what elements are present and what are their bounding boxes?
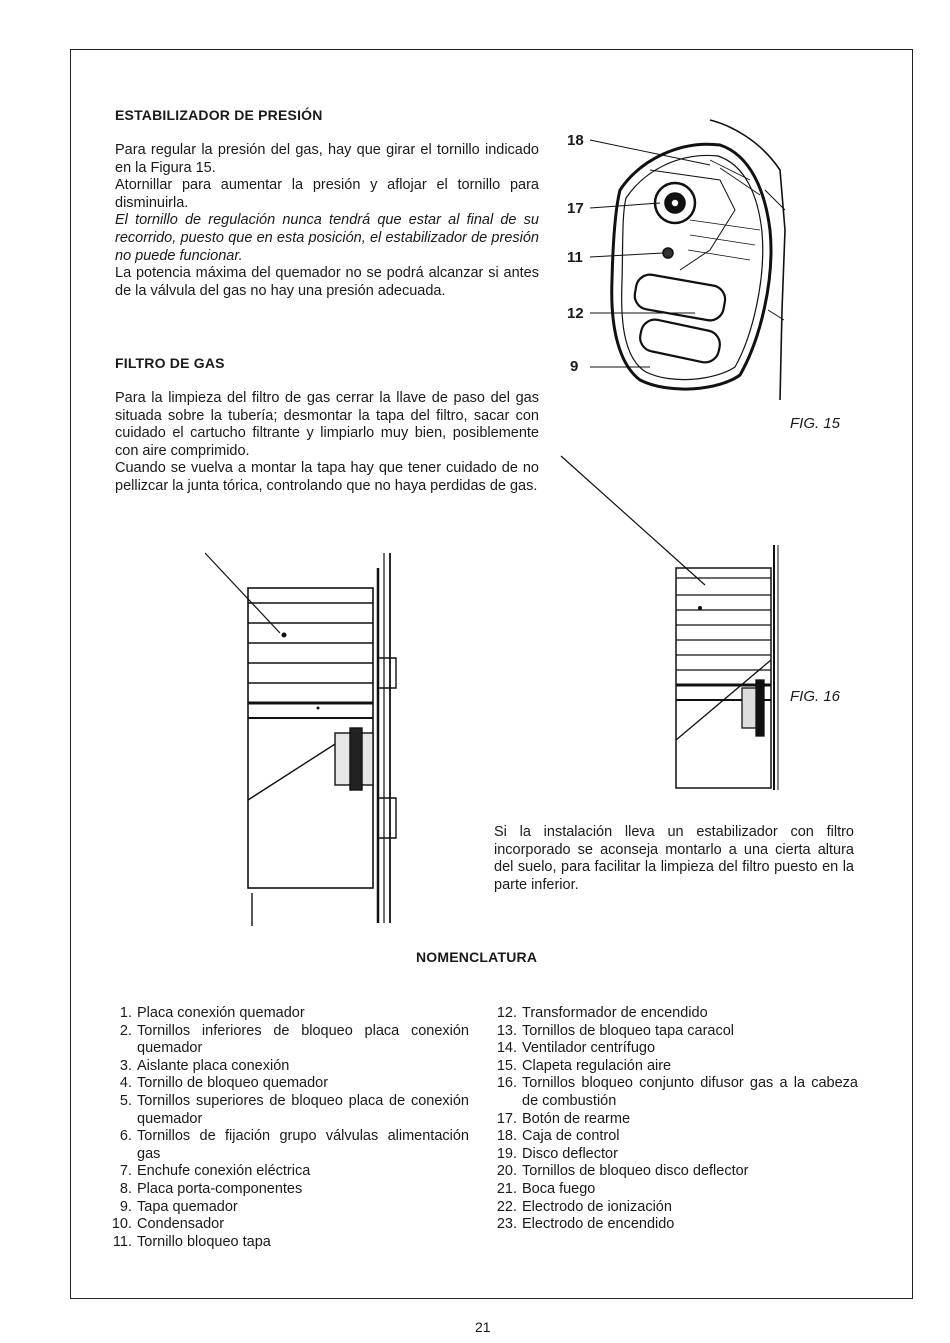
nomenclatura-item-number: 14. — [496, 1040, 517, 1057]
nomenclatura-item — [490, 1075, 858, 1110]
fig15-callout-18: 18 — [567, 132, 584, 149]
nomenclatura-item — [490, 1111, 858, 1129]
nomenclatura-item-text: Caja de control — [522, 1128, 620, 1145]
nomenclatura-item — [490, 1128, 858, 1146]
nomenclatura-item-text: Tornillo bloqueo tapa — [137, 1233, 271, 1250]
fig15-burner-drawing — [560, 110, 800, 410]
nomenclatura-item-text: Ventilador centrífugo — [522, 1040, 656, 1057]
nomenclatura-item-number: 11. — [112, 1233, 132, 1250]
nomenclatura-item-number: 5. — [119, 1092, 132, 1109]
nomenclatura-item-text: Disco deflector — [522, 1145, 618, 1162]
fig16-label: FIG. 16 — [790, 688, 841, 705]
nomenclatura-item-number: 17. — [496, 1110, 517, 1127]
nomenclatura-item — [490, 1005, 858, 1023]
filtro-p1: Para la limpieza del filtro de gas cerrar la llave de paso del gas situada sobre la tubería; desmontar la tapa del filtro, sacar con cuidado el cartucho filtrante y limpiarlo muy bien, posiblemente con aire comprimido. — [115, 390, 539, 459]
nomenclatura-item — [105, 1234, 469, 1252]
nomenclatura-item — [105, 1163, 469, 1181]
nomenclatura-item — [490, 1146, 858, 1164]
nomenclatura-item-text: Tornillos de bloqueo disco deflector — [522, 1163, 749, 1180]
estabilizador-p4: La potencia máxima del quemador no se podrá alcanzar si antes de la válvula del gas no hay una presión adecuada. — [115, 265, 539, 299]
nomenclatura-item-number: 23. — [496, 1216, 517, 1233]
nomenclatura-item — [105, 1093, 469, 1128]
fig16-section-drawing — [670, 540, 790, 795]
estabilizador-p1: Para regular la presión del gas, hay que girar el tornillo indicado en la Figura 15. — [115, 142, 539, 176]
nomenclatura-item — [490, 1181, 858, 1199]
nomenclatura-item-text: Tornillo de bloqueo quemador — [137, 1075, 329, 1092]
nomenclatura-item-text: Placa porta-componentes — [137, 1180, 303, 1197]
nomenclatura-item-number: 16. — [496, 1075, 517, 1092]
estabilizador-warning: El tornillo de regulación nunca tendrá que estar al final de su recorrido, puesto que en esta posición, el estabilizador de presión no puede funcionar. — [115, 212, 539, 264]
nomenclatura-item — [105, 1199, 469, 1217]
fig15-callout-9: 9 — [570, 358, 579, 375]
nomenclatura-item — [490, 1216, 858, 1234]
nomenclatura-list-right — [490, 1005, 858, 1234]
nomenclatura-item-number: 1. — [119, 1005, 132, 1021]
nomenclatura-item-number: 22. — [496, 1198, 517, 1215]
fig15-callout-12: 12 — [567, 305, 584, 322]
nomenclatura-item-text: Tornillos de fijación grupo válvulas alimentación gas — [137, 1128, 469, 1162]
nomenclatura-item-text: Tapa quemador — [137, 1198, 238, 1215]
nomenclatura-item — [490, 1163, 858, 1181]
nomenclatura-item — [105, 1023, 469, 1058]
nomenclatura-item-number: 21. — [496, 1180, 517, 1197]
nomenclatura-item-number: 15. — [496, 1057, 517, 1074]
nomenclatura-item-text: Tornillos de bloqueo tapa caracol — [522, 1022, 734, 1039]
nomenclatura-item-number: 7. — [119, 1163, 132, 1180]
estabilizador-text — [115, 142, 539, 300]
nomenclatura-item — [105, 1075, 469, 1093]
nomenclatura-item-number: 13. — [496, 1022, 517, 1039]
nomenclatura-item-text: Electrodo de ionización — [522, 1198, 672, 1215]
filtro-text — [115, 390, 539, 496]
nomenclatura-item — [105, 1128, 469, 1163]
nomenclatura-item-number: 12. — [496, 1005, 517, 1021]
nomenclatura-item-number: 8. — [119, 1180, 132, 1197]
nomenclatura-item-number: 10. — [111, 1216, 132, 1233]
nomenclatura-list-left — [105, 1005, 469, 1251]
section-title-filtro: FILTRO DE GAS — [115, 355, 225, 371]
nomenclatura-item — [105, 1058, 469, 1076]
nomenclatura-item — [490, 1040, 858, 1058]
nomenclatura-item — [490, 1199, 858, 1217]
nomenclatura-item — [105, 1216, 469, 1234]
nomenclatura-item-text: Tornillos inferiores de bloqueo placa conexión quemador — [137, 1022, 469, 1057]
nomenclatura-item-text: Boca fuego — [522, 1180, 596, 1197]
nomenclatura-item-text: Aislante placa conexión — [137, 1057, 290, 1074]
page-number: 21 — [475, 1319, 491, 1335]
nomenclatura-item-number: 19. — [496, 1145, 517, 1162]
estabilizador-p2: Atornillar para aumentar la presión y aflojar el tornillo para disminuirla. — [115, 177, 539, 211]
nomenclatura-item-text: Clapeta regulación aire — [522, 1057, 672, 1074]
filter-detail-drawing — [200, 548, 410, 928]
nomenclatura-item-text: Electrodo de encendido — [522, 1216, 675, 1233]
nomenclatura-item-number: 3. — [119, 1057, 132, 1074]
section-title-estabilizador: ESTABILIZADOR DE PRESIÓN — [115, 107, 323, 123]
nomenclatura-item — [105, 1181, 469, 1199]
nomenclatura-item-number: 6. — [119, 1128, 132, 1145]
nomenclatura-item-text: Placa conexión quemador — [137, 1005, 305, 1021]
nomenclatura-item — [105, 1005, 469, 1023]
nomenclatura-item-text: Tornillos superiores de bloqueo placa de conexión quemador — [137, 1092, 469, 1127]
nomenclatura-item-text: Enchufe conexión eléctrica — [137, 1163, 311, 1180]
filtro-p2: Cuando se vuelva a montar la tapa hay que tener cuidado de no pellizcar la junta tórica, controlando que no haya perdidas de gas. — [115, 460, 539, 494]
nomenclatura-title: NOMENCLATURA — [416, 949, 538, 965]
nomenclatura-item-number: 18. — [496, 1128, 517, 1145]
nomenclatura-item — [490, 1023, 858, 1041]
nomenclatura-item-text: Botón de rearme — [522, 1110, 631, 1127]
nomenclatura-item-number: 20. — [496, 1163, 517, 1180]
fig15-callout-17: 17 — [567, 200, 584, 217]
fig15-label: FIG. 15 — [790, 415, 841, 432]
nomenclatura-item — [490, 1058, 858, 1076]
fig15-callout-11: 11 — [567, 249, 583, 266]
nomenclatura-item-number: 2. — [119, 1022, 132, 1039]
nomenclatura-item-number: 4. — [119, 1075, 132, 1092]
nomenclatura-item-text: Transformador de encendido — [522, 1005, 708, 1021]
nomenclatura-item-number: 9. — [119, 1198, 132, 1215]
filter-note: Si la instalación lleva un estabilizador con filtro incorporado se aconseja montarlo a una cierta altura del suelo, para facilitar la limpieza del filtro puesto en la parte inferior. — [494, 824, 854, 893]
nomenclatura-item-text: Tornillos bloqueo conjunto difusor gas a la cabeza de combustión — [522, 1075, 858, 1109]
nomenclatura-item-text: Condensador — [137, 1216, 225, 1233]
